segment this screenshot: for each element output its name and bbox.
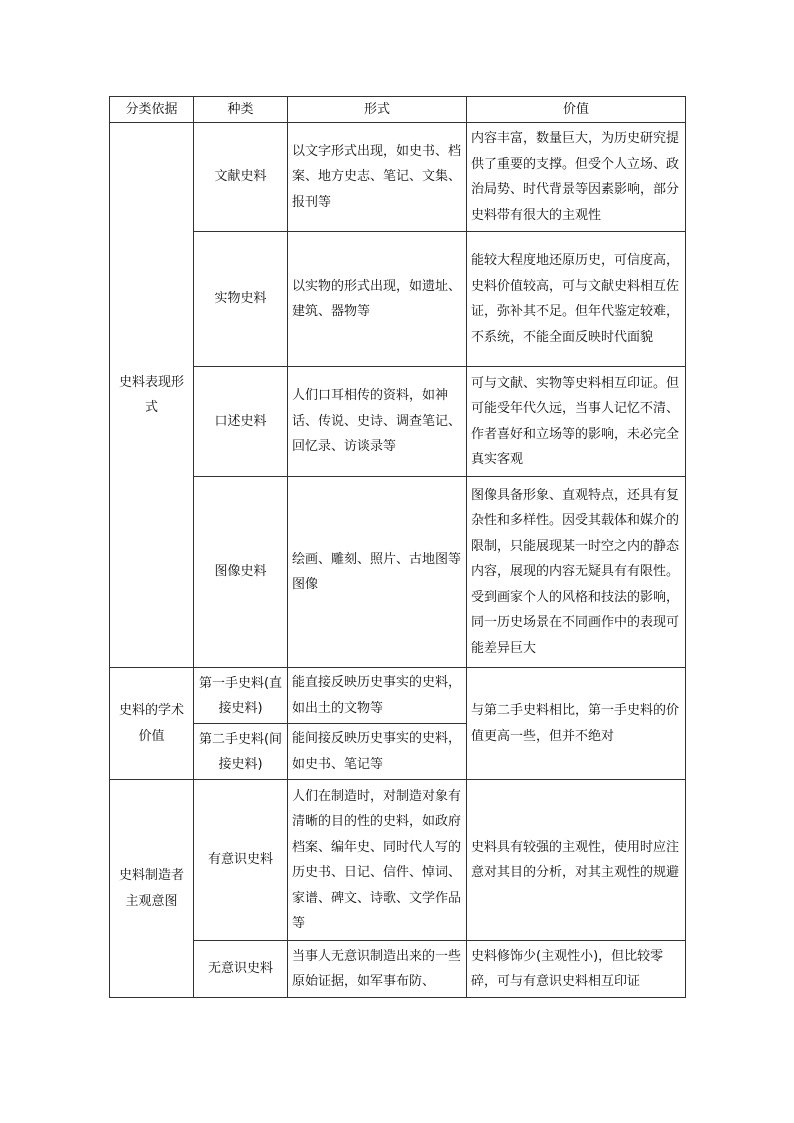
form-cell: 当事人无意识制造出来的一些原始证据，如军事布防、 (288, 941, 467, 998)
criterion-cell: 史料制造者主观意图 (110, 780, 194, 998)
form-cell: 以实物的形式出现，如遗址、建筑、器物等 (288, 232, 467, 367)
form-cell: 人们口耳相传的资料，如神话、传说、史诗、调查笔记、回忆录、访谈录等 (288, 367, 467, 477)
kind-cell: 图像史料 (194, 477, 288, 668)
criterion-cell: 史料的学术价值 (110, 668, 194, 780)
table-row (110, 668, 686, 724)
header-value: 价值 (467, 97, 686, 123)
form-cell: 绘画、雕刻、照片、古地图等图像 (288, 477, 467, 668)
table-row (110, 123, 686, 232)
value-cell: 与第二手史料相比，第一手史料的价值更高一些，但并不绝对 (467, 668, 686, 780)
history-sources-table (109, 96, 686, 998)
table-header-row (110, 97, 686, 123)
table-row (110, 232, 686, 367)
header-criterion: 分类依据 (110, 97, 194, 123)
kind-cell: 第一手史料(直接史料) (194, 668, 288, 724)
kind-cell: 第二手史料(间接史料) (194, 724, 288, 780)
table-row (110, 477, 686, 668)
kind-cell: 有意识史料 (194, 780, 288, 941)
kind-cell: 实物史料 (194, 232, 288, 367)
form-cell: 能直接反映历史事实的史料，如出土的文物等 (288, 668, 467, 724)
value-cell: 史料修饰少(主观性小)，但比较零碎，可与有意识史料相互印证 (467, 941, 686, 998)
form-cell: 人们在制造时，对制造对象有清晰的目的性的史料，如政府档案、编年史、同时代人写的历史书、日记、信件、悼词、家谱、碑文、诗歌、文学作品等 (288, 780, 467, 941)
table-row (110, 367, 686, 477)
form-cell: 以文字形式出现，如史书、档案、地方史志、笔记、文集、报刊等 (288, 123, 467, 232)
form-cell: 能间接反映历史事实的史料，如史书、笔记等 (288, 724, 467, 780)
kind-cell: 文献史料 (194, 123, 288, 232)
table-row (110, 941, 686, 998)
value-cell: 图像具备形象、直观特点，还具有复杂性和多样性。因受其载体和媒介的限制，只能展现某一时空之内的静态内容，展现的内容无疑具有有限性。受到画家个人的风格和技法的影响，同一历史场景在不同画作中的表现可能差异巨大 (467, 477, 686, 668)
value-cell: 可与文献、实物等史料相互印证。但可能受年代久远，当事人记忆不清、作者喜好和立场等的影响，未必完全真实客观 (467, 367, 686, 477)
header-kind: 种类 (194, 97, 288, 123)
table-row (110, 780, 686, 941)
kind-cell: 无意识史料 (194, 941, 288, 998)
header-form: 形式 (288, 97, 467, 123)
criterion-cell: 史料表现形式 (110, 123, 194, 668)
value-cell: 史料具有较强的主观性，使用时应注意对其目的分析，对其主观性的规避 (467, 780, 686, 941)
kind-cell: 口述史料 (194, 367, 288, 477)
value-cell: 内容丰富，数量巨大，为历史研究提供了重要的支撑。但受个人立场、政治局势、时代背景等因素影响，部分史料带有很大的主观性 (467, 123, 686, 232)
value-cell: 能较大程度地还原历史，可信度高，史料价值较高，可与文献史料相互佐证，弥补其不足。但年代鉴定较难，不系统，不能全面反映时代面貌 (467, 232, 686, 367)
